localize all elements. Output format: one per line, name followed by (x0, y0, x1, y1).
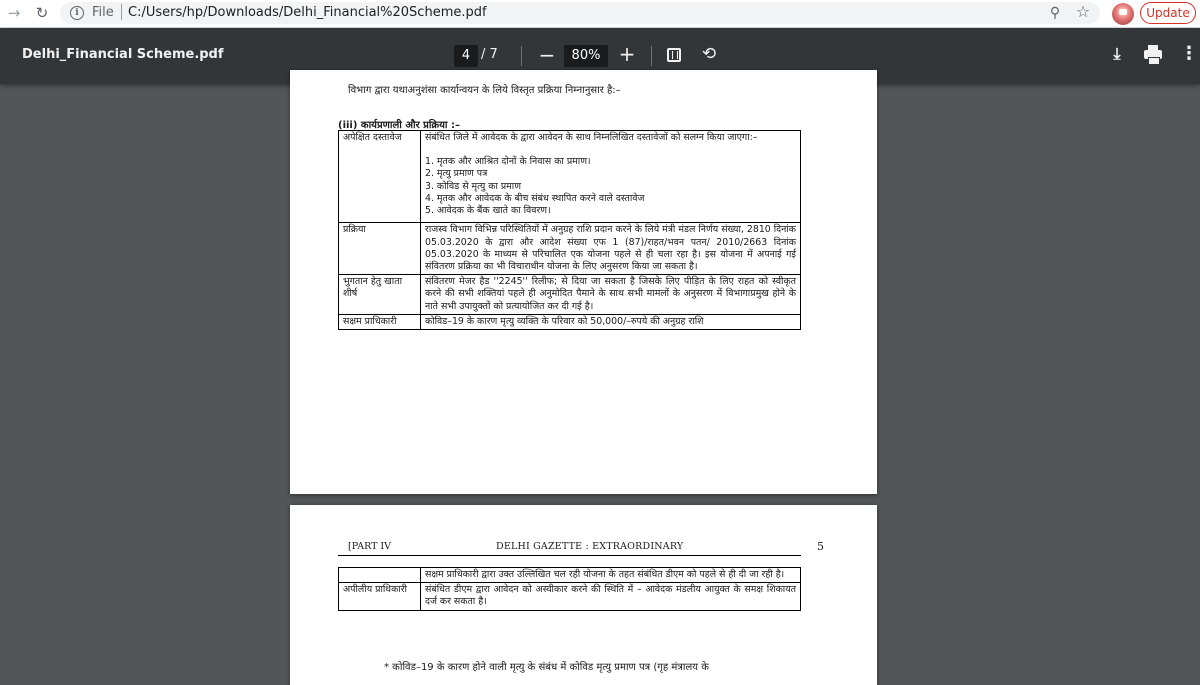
header-rule (338, 555, 801, 556)
bookmark-star-icon[interactable]: ☆ (1075, 2, 1091, 21)
list-item: 3. कोविड से मृत्यु का प्रमाण (425, 180, 522, 192)
row-text: राजस्व विभाग विभिन्न परिस्थितियों में अनुग्रह राशि प्रदान करने के लिये मंत्री मंडल निर्णय संख्या, 2810 दिनांक 05.03.2020 के द्वारा और आदेश संख्या एफ 1 (87)/राहत/भवन पतन/ 2010/2663 दिनांक 05.03.2020 के माध्यम से परिचालित एक योजना पहले से ही चला रहा है। इस योजना में अपनाई गई संवितरण प्रक्रिया का भी विचाराधीन योजना के लिए अनुसरण किया जा सकता है। (421, 223, 801, 275)
gazette-header: DELHI GAZETTE : EXTRAORDINARY (496, 541, 684, 552)
profile-avatar[interactable] (1112, 3, 1134, 25)
address-bar[interactable] (60, 2, 1100, 24)
table-row (339, 131, 801, 223)
row-text: कोविड–19 के कारण मृत्यु व्यक्ति के परिवार को 50,000/–रुपये की अनुग्रह राशि (421, 314, 801, 329)
document-list (425, 156, 796, 217)
row-label: अपीलीय प्राधिकारी (339, 583, 421, 610)
back-arrow-icon[interactable]: → (7, 4, 21, 22)
row-text: संवितरण मेजर हैड ''2245'' रिलीफ; से दिया जा सकता है जिसके लिए पीड़ित के लिए राहत को स्वीकृत करने की सभी शक्तियां पहले ही अनुमोदित पैमाने के साथ सभी मामलों के अनुसरण में विभागाप्रमुख होने के नाते सभी उपायुक्तों को प्रत्यायोजित कर दी गई है। (421, 275, 801, 315)
list-item: 5. आवेदक के बैंक खाते का विवरण। (425, 205, 551, 217)
procedure-table (338, 130, 801, 330)
zoom-magnifier-icon[interactable]: ⚲ (1049, 5, 1061, 21)
intro-text: विभाग द्वारा यथाअनुशंसा कार्यान्वयन के लिये विस्तृत प्रक्रिया निम्नानुसार है:– (348, 85, 621, 96)
table-row (339, 568, 801, 583)
list-item: 1. मृतक और आश्रित दोनों के निवास का प्रमाण। (425, 156, 591, 168)
zoom-out-button[interactable]: − (538, 43, 556, 67)
table-row (339, 314, 801, 329)
toolbar-divider (651, 46, 652, 66)
pdf-page-4 (290, 70, 877, 494)
reload-icon[interactable]: ↻ (35, 4, 49, 22)
update-button[interactable]: Update (1140, 2, 1196, 24)
print-icon[interactable] (1142, 44, 1164, 66)
list-item: 2. मृत्यु प्रमाण पत्र (425, 168, 488, 180)
download-icon[interactable]: ⤓ (1113, 44, 1121, 63)
fit-to-page-icon[interactable] (667, 48, 681, 62)
document-title: Delhi_Financial Scheme.pdf (22, 47, 224, 62)
page-number-input[interactable]: 4 (454, 45, 478, 67)
info-icon[interactable]: i (70, 6, 84, 20)
gazette-page-number: 5 (817, 540, 824, 553)
row-label (339, 568, 421, 583)
row-text: संबंधित जिले में आवेदक के द्वारा आवेदन के साथ निम्नलिखित दस्तावेजों को सलग्न किया जाएगा:– (425, 132, 758, 143)
avatar-logo-icon (1119, 9, 1127, 15)
row-text: सक्षम प्राधिकारी द्वारा उक्त उल्लिखित चल रही योजना के तहत संबंधित डीएम को पहले से ही दी जा रही है। (421, 568, 801, 583)
url-scheme-label: File (92, 5, 114, 20)
table-row (339, 583, 801, 610)
row-content (421, 131, 801, 223)
row-label: सक्षम प्राधिकारी (339, 314, 421, 329)
row-label: अपेक्षित दस्तावेज (339, 131, 421, 223)
list-item: 4. मृतक और आवेदक के बीच संबंध स्थापित करने वाले दस्तावेज (425, 192, 645, 204)
section-heading: (iii) कार्यप्रणाली और प्रक्रिया :– (338, 120, 460, 131)
row-label: भुगतान हेतु खाता शीर्ष (339, 275, 421, 315)
url-separator (121, 4, 122, 20)
pdf-page-5 (290, 505, 877, 685)
toolbar-divider (521, 46, 522, 66)
zoom-level-input[interactable]: 80% (564, 45, 608, 67)
gazette-part: [PART IV (348, 541, 392, 552)
page-total: / 7 (481, 47, 498, 62)
rotate-icon[interactable]: ⟲ (701, 44, 717, 64)
more-options-icon[interactable]: ⋮ (1180, 43, 1198, 64)
row-text: संबंधित डीएम द्वारा आवेदन को अस्वीकार करने की स्थिति में – आवेदक मंडलीय आयुक्त के समक्ष शिकायत दर्ज कर सकता है। (421, 583, 801, 610)
zoom-in-button[interactable]: + (618, 42, 636, 66)
table-row (339, 223, 801, 275)
footnote-text: * कोविड–19 के कारण होने वाली मृत्यु के संबंध में कोविड मृत्यु प्रमाण पत्र (गृह मंत्रालय के (384, 662, 709, 673)
row-label: प्रक्रिया (339, 223, 421, 275)
browser-toolbar (0, 0, 1200, 28)
url-text[interactable]: C:/Users/hp/Downloads/Delhi_Financial%20Scheme.pdf (128, 5, 487, 20)
table-row (339, 275, 801, 315)
continuation-table (338, 567, 801, 611)
